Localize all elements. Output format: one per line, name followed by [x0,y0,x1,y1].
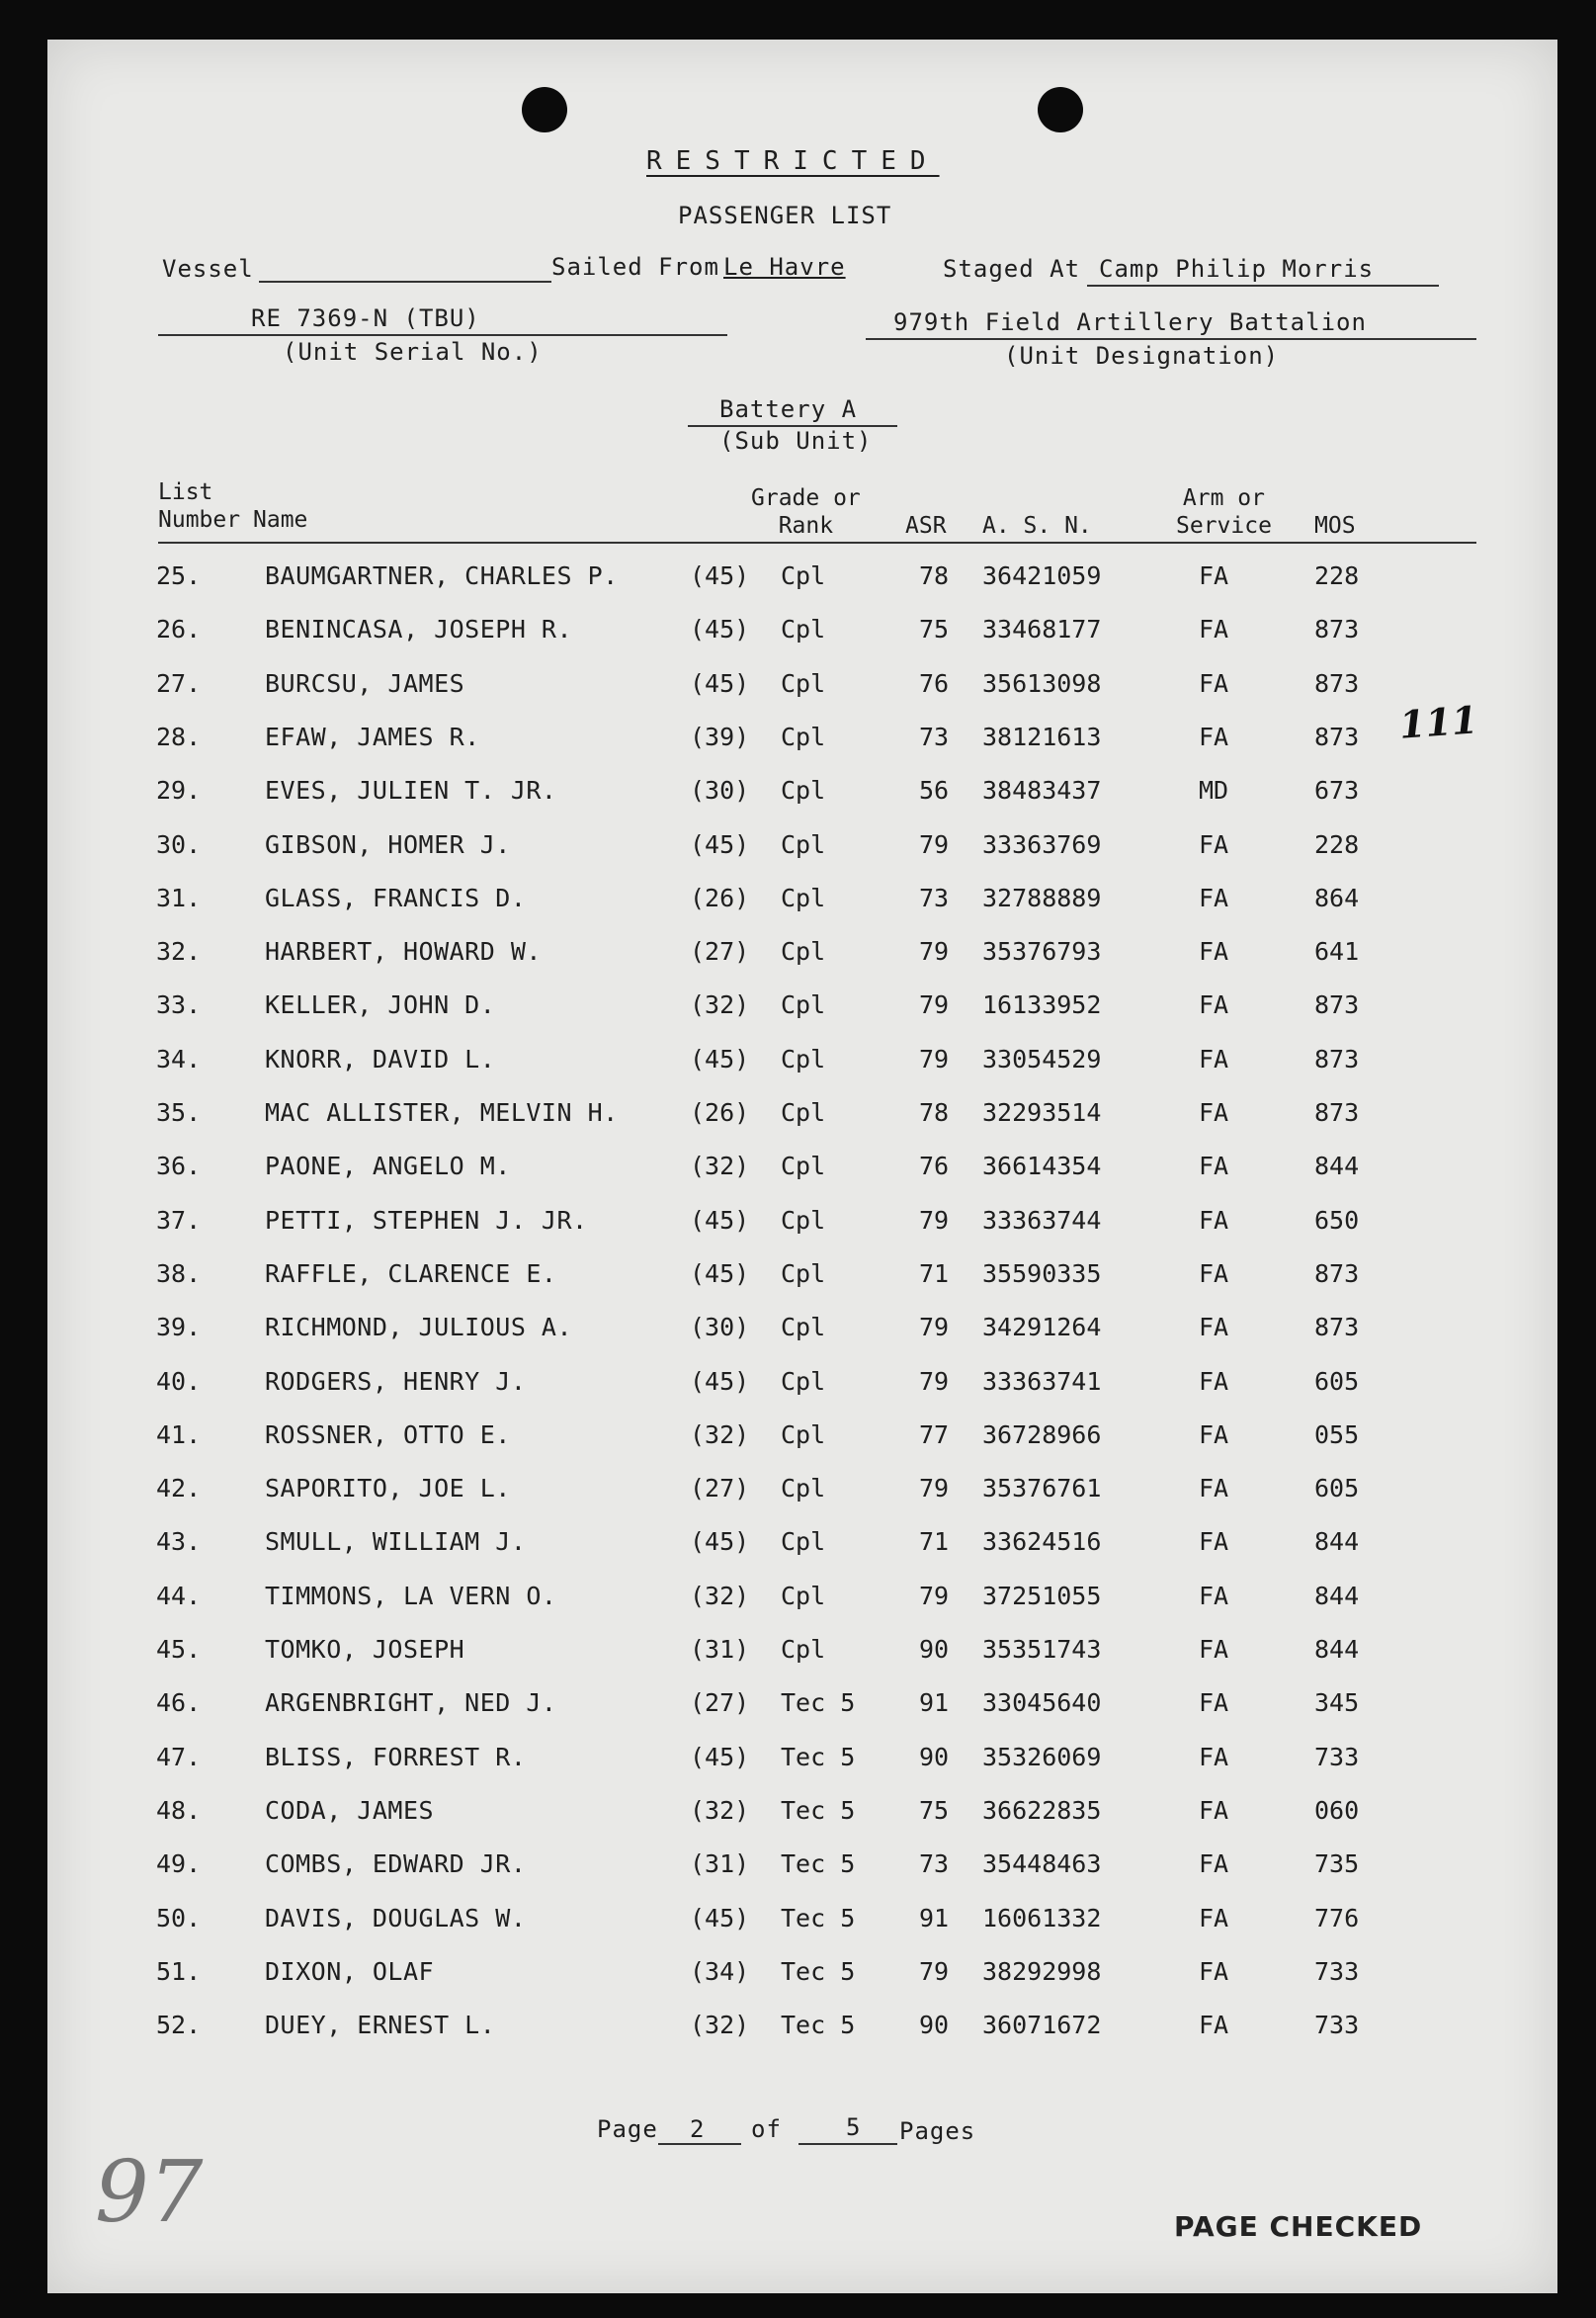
mos-code: 844 [1314,1527,1360,1557]
list-number: 43. [156,1527,202,1557]
asr-score: 91 [919,1688,950,1718]
arm-service: FA [1199,561,1229,590]
arm-service: FA [1199,1419,1229,1449]
mos-code: 345 [1314,1688,1360,1718]
passenger-name: RICHMOND, JULIOUS A. [265,1313,573,1342]
list-number: 41. [156,1419,202,1449]
arm-service: FA [1199,1742,1229,1771]
arm-service: FA [1199,1527,1229,1557]
arm-service: FA [1199,1152,1229,1181]
asr-score: 71 [919,1527,950,1557]
asr-score: 79 [919,1366,950,1396]
col-header-mos: MOS [1314,513,1356,539]
list-number: 34. [156,1044,202,1073]
army-serial-number: 38292998 [982,1956,1102,1986]
army-serial-number: 34291264 [982,1313,1102,1342]
passenger-name: BURCSU, JAMES [265,668,465,698]
col-header-asr: ASR [905,513,947,539]
pencil-mark: 97 [95,2143,204,2242]
age-group: (39) [690,722,750,751]
list-number: 38. [156,1258,202,1288]
grade-rank: Tec 5 [781,1795,856,1825]
table-row [47,1206,1557,1259]
army-serial-number: 36728966 [982,1419,1102,1449]
arm-service: FA [1199,615,1229,644]
arm-service: FA [1199,1205,1229,1235]
passenger-name: COMBS, EDWARD JR. [265,1849,527,1879]
passenger-name: DAVIS, DOUGLAS W. [265,1903,527,1932]
mos-code: 844 [1314,1635,1360,1664]
grade-rank: Cpl [781,1366,826,1396]
passenger-name: GIBSON, HOMER J. [265,829,511,859]
passenger-name: BENINCASA, JOSEPH R. [265,615,573,644]
col-header-list-number [158,478,240,534]
table-row [47,990,1557,1044]
sub-unit: Battery A [719,395,858,423]
army-serial-number: 37251055 [982,1581,1102,1610]
army-serial-number: 33363741 [982,1366,1102,1396]
grade-rank: Cpl [781,1258,826,1288]
header-rule [158,542,1476,544]
list-number: 40. [156,1366,202,1396]
age-group: (32) [690,1419,750,1449]
list-number: 36. [156,1152,202,1181]
table-row [47,1313,1557,1366]
list-number: 32. [156,937,202,967]
grade-rank: Cpl [781,1419,826,1449]
army-serial-number: 35351743 [982,1635,1102,1664]
arm-service: FA [1199,1795,1229,1825]
staged-at-label: Staged At [943,255,1081,283]
grade-rank: Cpl [781,1474,826,1503]
age-group: (45) [690,1258,750,1288]
army-serial-number: 33624516 [982,1527,1102,1557]
passenger-name: TOMKO, JOSEPH [265,1635,465,1664]
list-number: 46. [156,1688,202,1718]
age-group: (27) [690,937,750,967]
grade-rank: Cpl [781,883,826,912]
age-group: (31) [690,1849,750,1879]
asr-score: 78 [919,1098,950,1127]
footer-pages-label: Pages [899,2117,976,2145]
passenger-name: BLISS, FORREST R. [265,1742,527,1771]
document-page [47,40,1557,2293]
army-serial-number: 33468177 [982,615,1102,644]
arm-service: FA [1199,1581,1229,1610]
army-serial-number: 16061332 [982,1903,1102,1932]
list-number: 35. [156,1098,202,1127]
table-row [47,1098,1557,1152]
age-group: (45) [690,615,750,644]
grade-rank: Cpl [781,1152,826,1181]
table-row [47,561,1557,615]
list-number: 48. [156,1795,202,1825]
grade-rank: Cpl [781,776,826,806]
list-number: 39. [156,1313,202,1342]
footer-page-label: Page [597,2115,658,2143]
document-title: PASSENGER LIST [678,202,892,229]
army-serial-number: 35613098 [982,668,1102,698]
passenger-name: TIMMONS, LA VERN O. [265,1581,557,1610]
table-row [47,1420,1557,1474]
arm-service: FA [1199,1956,1229,1986]
mos-code: 864 [1314,883,1360,912]
army-serial-number: 33054529 [982,1044,1102,1073]
list-number: 42. [156,1474,202,1503]
footer-page-total-line [798,2143,897,2145]
age-group: (31) [690,1635,750,1664]
passenger-name: SAPORITO, JOE L. [265,1474,511,1503]
passenger-name: KELLER, JOHN D. [265,990,496,1020]
grade-rank: Cpl [781,561,826,590]
mos-code: 776 [1314,1903,1360,1932]
army-serial-number: 16133952 [982,990,1102,1020]
age-group: (32) [690,1581,750,1610]
age-group: (30) [690,776,750,806]
col-header-arm [1176,484,1272,540]
table-row [47,615,1557,668]
asr-score: 73 [919,1849,950,1879]
passenger-name: PAONE, ANGELO M. [265,1152,511,1181]
asr-score: 73 [919,883,950,912]
asr-score: 91 [919,1903,950,1932]
table-row [47,1904,1557,1957]
asr-score: 79 [919,1205,950,1235]
table-row [47,1957,1557,2011]
age-group: (32) [690,2011,750,2040]
asr-score: 76 [919,1152,950,1181]
passenger-name: RODGERS, HENRY J. [265,1366,527,1396]
grade-rank: Cpl [781,1205,826,1235]
col-header-grade [751,484,861,540]
list-number: 50. [156,1903,202,1932]
table-row [47,830,1557,884]
army-serial-number: 38483437 [982,776,1102,806]
arm-service: FA [1199,829,1229,859]
staged-at-line [1087,285,1439,287]
mos-code: 844 [1314,1581,1360,1610]
arm-service: FA [1199,883,1229,912]
table-row [47,669,1557,723]
mos-code: 873 [1314,668,1360,698]
col-header-grade-line1: Grade or [751,485,861,511]
vessel-label: Vessel [162,255,254,283]
grade-rank: Tec 5 [781,1903,856,1932]
asr-score: 90 [919,1742,950,1771]
age-group: (32) [690,990,750,1020]
army-serial-number: 33363744 [982,1205,1102,1235]
grade-rank: Tec 5 [781,2011,856,2040]
grade-rank: Cpl [781,722,826,751]
age-group: (45) [690,1527,750,1557]
list-number: 47. [156,1742,202,1771]
army-serial-number: 35448463 [982,1849,1102,1879]
table-row [47,884,1557,937]
grade-rank: Cpl [781,668,826,698]
footer-of-label: of [751,2115,782,2143]
table-row [47,1045,1557,1098]
passenger-name: DUEY, ERNEST L. [265,2011,496,2040]
list-number: 27. [156,668,202,698]
arm-service: FA [1199,668,1229,698]
age-group: (32) [690,1795,750,1825]
mos-code: 673 [1314,776,1360,806]
mos-code: 873 [1314,1258,1360,1288]
table-row [47,937,1557,990]
col-header-list-line2: Number [158,507,241,533]
age-group: (45) [690,668,750,698]
col-header-grade-line2: Rank [778,513,834,539]
grade-rank: Tec 5 [781,1742,856,1771]
handwritten-page-number: 111 [1397,697,1479,747]
grade-rank: Tec 5 [781,1688,856,1718]
army-serial-number: 35590335 [982,1258,1102,1288]
table-row [47,1688,1557,1742]
table-row [47,1743,1557,1796]
army-serial-number: 36622835 [982,1795,1102,1825]
sub-unit-caption: (Sub Unit) [719,427,873,455]
passenger-name: BAUMGARTNER, CHARLES P. [265,561,619,590]
asr-score: 79 [919,937,950,967]
grade-rank: Cpl [781,1527,826,1557]
age-group: (45) [690,1205,750,1235]
mos-code: 873 [1314,990,1360,1020]
age-group: (45) [690,561,750,590]
col-header-list-line1: List [158,479,213,505]
grade-rank: Cpl [781,1581,826,1610]
mos-code: 060 [1314,1795,1360,1825]
list-number: 37. [156,1205,202,1235]
unit-serial-number: RE 7369-N (TBU) [251,304,480,332]
list-number: 45. [156,1635,202,1664]
staged-at-value: Camp Philip Morris [1099,255,1375,283]
mos-code: 873 [1314,1044,1360,1073]
mos-code: 873 [1314,722,1360,751]
mos-code: 228 [1314,561,1360,590]
age-group: (45) [690,829,750,859]
army-serial-number: 32788889 [982,883,1102,912]
asr-score: 56 [919,776,950,806]
arm-service: MD [1199,776,1229,806]
table-row [47,1796,1557,1849]
mos-code: 605 [1314,1366,1360,1396]
grade-rank: Cpl [781,937,826,967]
list-number: 25. [156,561,202,590]
grade-rank: Cpl [781,1098,826,1127]
arm-service: FA [1199,1258,1229,1288]
footer-page-current-line [658,2143,741,2145]
punch-hole-left [522,87,567,132]
age-group: (30) [690,1313,750,1342]
table-row [47,1367,1557,1420]
age-group: (26) [690,1098,750,1127]
mos-code: 873 [1314,1098,1360,1127]
sailed-from-value: Le Havre [723,253,846,281]
army-serial-number: 35326069 [982,1742,1102,1771]
army-serial-number: 36071672 [982,2011,1102,2040]
arm-service: FA [1199,1366,1229,1396]
list-number: 49. [156,1849,202,1879]
mos-code: 873 [1314,1313,1360,1342]
passenger-name: EFAW, JAMES R. [265,722,480,751]
grade-rank: Cpl [781,829,826,859]
mos-code: 873 [1314,615,1360,644]
list-number: 31. [156,883,202,912]
asr-score: 71 [919,1258,950,1288]
age-group: (45) [690,1044,750,1073]
age-group: (45) [690,1366,750,1396]
list-number: 29. [156,776,202,806]
table-row [47,776,1557,829]
age-group: (32) [690,1152,750,1181]
arm-service: FA [1199,1313,1229,1342]
unit-designation-caption: (Unit Designation) [1004,342,1280,370]
list-number: 30. [156,829,202,859]
table-row [47,1152,1557,1205]
passenger-name: ROSSNER, OTTO E. [265,1419,511,1449]
table-row [47,1474,1557,1527]
table-row [47,1635,1557,1688]
table-row [47,1527,1557,1581]
footer-page-total: 5 [846,2113,862,2141]
age-group: (27) [690,1474,750,1503]
army-serial-number: 35376793 [982,937,1102,967]
col-header-arm-line1: Arm or [1182,485,1266,511]
asr-score: 75 [919,615,950,644]
age-group: (27) [690,1688,750,1718]
mos-code: 605 [1314,1474,1360,1503]
passenger-name: SMULL, WILLIAM J. [265,1527,527,1557]
arm-service: FA [1199,1474,1229,1503]
list-number: 52. [156,2011,202,2040]
passenger-name: RAFFLE, CLARENCE E. [265,1258,557,1288]
arm-service: FA [1199,990,1229,1020]
table-row [47,2011,1557,2064]
passenger-name: GLASS, FRANCIS D. [265,883,527,912]
unit-serial-caption: (Unit Serial No.) [283,338,543,366]
age-group: (45) [690,1742,750,1771]
col-header-asn: A. S. N. [982,513,1092,539]
table-row [47,1259,1557,1313]
arm-service: FA [1199,722,1229,751]
passenger-name: PETTI, STEPHEN J. JR. [265,1205,588,1235]
list-number: 26. [156,615,202,644]
mos-code: 733 [1314,2011,1360,2040]
table-row [47,1582,1557,1635]
passenger-name: HARBERT, HOWARD W. [265,937,542,967]
asr-score: 90 [919,1635,950,1664]
age-group: (34) [690,1956,750,1986]
passenger-name: EVES, JULIEN T. JR. [265,776,557,806]
grade-rank: Cpl [781,990,826,1020]
arm-service: FA [1199,1903,1229,1932]
army-serial-number: 36614354 [982,1152,1102,1181]
col-header-name: Name [253,507,308,533]
arm-service: FA [1199,937,1229,967]
age-group: (26) [690,883,750,912]
list-number: 44. [156,1581,202,1610]
arm-service: FA [1199,1849,1229,1879]
list-number: 51. [156,1956,202,1986]
mos-code: 844 [1314,1152,1360,1181]
army-serial-number: 35376761 [982,1474,1102,1503]
arm-service: FA [1199,1688,1229,1718]
footer-page-current: 2 [690,2115,706,2143]
grade-rank: Cpl [781,1635,826,1664]
passenger-name: CODA, JAMES [265,1795,435,1825]
mos-code: 735 [1314,1849,1360,1879]
mos-code: 733 [1314,1742,1360,1771]
mos-code: 733 [1314,1956,1360,1986]
grade-rank: Tec 5 [781,1849,856,1879]
table-row [47,1849,1557,1903]
asr-score: 73 [919,722,950,751]
col-header-arm-line2: Service [1176,513,1272,539]
asr-score: 90 [919,2011,950,2040]
grade-rank: Cpl [781,615,826,644]
punch-hole-right [1038,87,1083,132]
arm-service: FA [1199,1044,1229,1073]
arm-service: FA [1199,1635,1229,1664]
passenger-name: KNORR, DAVID L. [265,1044,496,1073]
army-serial-number: 36421059 [982,561,1102,590]
army-serial-number: 32293514 [982,1098,1102,1127]
list-number: 33. [156,990,202,1020]
classification-heading: RESTRICTED [646,146,940,176]
table-row [47,723,1557,776]
grade-rank: Cpl [781,1044,826,1073]
mos-code: 055 [1314,1419,1360,1449]
mos-code: 650 [1314,1205,1360,1235]
army-serial-number: 33363769 [982,829,1102,859]
army-serial-number: 33045640 [982,1688,1102,1718]
passenger-name: MAC ALLISTER, MELVIN H. [265,1098,619,1127]
mos-code: 641 [1314,937,1360,967]
asr-score: 78 [919,561,950,590]
unit-designation: 979th Field Artillery Battalion [893,308,1367,336]
asr-score: 79 [919,829,950,859]
grade-rank: Cpl [781,1313,826,1342]
arm-service: FA [1199,2011,1229,2040]
mos-code: 228 [1314,829,1360,859]
asr-score: 79 [919,1956,950,1986]
arm-service: FA [1199,1098,1229,1127]
asr-score: 77 [919,1419,950,1449]
asr-score: 79 [919,1581,950,1610]
passenger-name: ARGENBRIGHT, NED J. [265,1688,557,1718]
asr-score: 79 [919,1313,950,1342]
vessel-blank-line [259,281,551,283]
asr-score: 79 [919,990,950,1020]
asr-score: 79 [919,1474,950,1503]
asr-score: 76 [919,668,950,698]
list-number: 28. [156,722,202,751]
army-serial-number: 38121613 [982,722,1102,751]
age-group: (45) [690,1903,750,1932]
grade-rank: Tec 5 [781,1956,856,1986]
page-checked-stamp: PAGE CHECKED [1174,2210,1423,2243]
passenger-name: DIXON, OLAF [265,1956,435,1986]
unit-serial-line [158,334,727,336]
asr-score: 79 [919,1044,950,1073]
sailed-from-label: Sailed From [551,253,719,281]
asr-score: 75 [919,1795,950,1825]
unit-designation-line [866,338,1476,340]
